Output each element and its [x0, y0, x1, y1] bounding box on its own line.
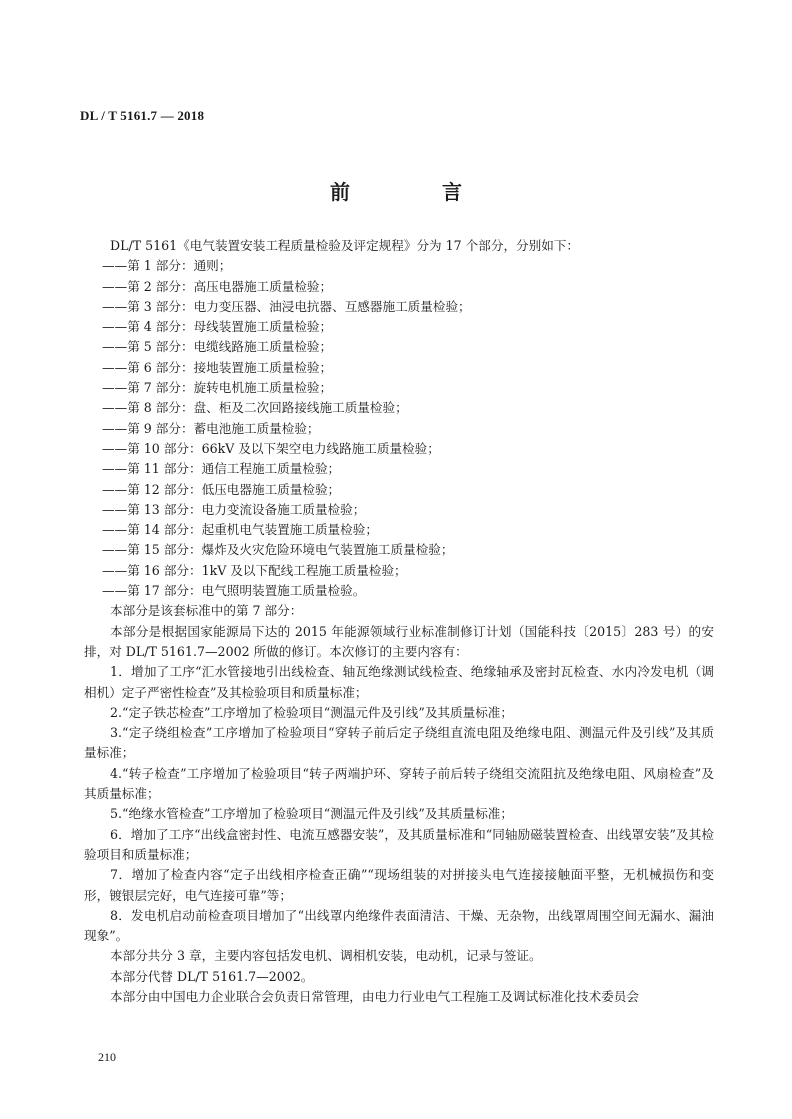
list-item: 7．增加了检查内容“定子出线相序检查正确”“现场组装的对拼接头电气连接接触面平整，无机械损伤和变形，镀银层完好，电气连接可靠”等； — [84, 867, 714, 903]
list-item: 4.“转子检查”工序增加了检验项目“转子两端护环、穿转子前后转子绕组交流阻抗及绝缘电阻、风扇检查”及其质量标准； — [84, 765, 714, 802]
page-title: 前 言 — [330, 180, 498, 204]
document-code: DL / T 5161.7 — 2018 — [80, 108, 205, 123]
parts-list — [84, 256, 714, 601]
list-item: ——第 16 部分：1kV 及以下配线工程施工质量检验； — [102, 562, 407, 578]
list-item: 8．发电机启动前检查项目增加了“出线罩内绝缘件表面清洁、干燥、无杂物，出线罩周围空间无漏水、漏油现象”。 — [84, 907, 714, 944]
list-item: ——第 14 部分：起重机电气装置施工质量检验； — [102, 522, 378, 538]
list-item: ——第 3 部分：电力变压器、油浸电抗器、互感器施工质量检验； — [102, 298, 471, 314]
list-item: 3.“定子绕组检查”工序增加了检验项目“穿转子前后定子绕组直流电阻及绝缘电阻、测温元件及引线”及其质量标准； — [84, 725, 714, 761]
management-paragraph: 本部分由中国电力企业联合会负责日常管理，由电力行业电气工程施工及调试标准化技术委员会 — [110, 988, 639, 1004]
list-item: ——第 10 部分：66kV 及以下架空电力线路施工质量检验； — [102, 440, 440, 456]
list-item: ——第 7 部分：旋转电机施工质量检验； — [102, 380, 333, 396]
list-item: ——第 1 部分：通则； — [102, 258, 232, 274]
list-item: 1．增加了工序“汇水管接地引出线检查、轴瓦绝缘测试线检查、绝缘轴承及密封瓦检查、水内冷发电机（调相机）定子严密性检查”及其检验项目和质量标准； — [84, 664, 714, 700]
list-item: ——第 15 部分：爆炸及火灾危险环境电气装置施工质量检验； — [102, 542, 454, 558]
list-item: 6．增加了工序“出线盒密封性、电流互感器安装”，及其质量标准和“同轴励磁装置检查、出线罩安装”及其检验项目和质量标准； — [84, 826, 714, 862]
chapters-paragraph: 本部分共分 3 章，主要内容包括发电机、调相机安装，电动机，记录与签证。 — [110, 948, 542, 964]
list-item: 2.“定子铁芯检查”工序增加了检验项目“测温元件及引线”及其质量标准； — [110, 704, 513, 720]
replaces-paragraph: 本部分代替 DL/T 5161.7—2002。 — [110, 968, 314, 984]
list-item: ——第 8 部分：盘、柜及二次回路接线施工质量检验； — [102, 400, 408, 416]
list-item: ——第 9 部分：蓄电池施工质量检验； — [102, 420, 320, 436]
intro-paragraph: DL/T 5161《电气装置安装工程质量检验及评定规程》分为 17 个部分，分别如下： — [110, 238, 580, 253]
list-item: 5.“绝缘水管检查”工序增加了检验项目“测温元件及引线”及其质量标准； — [110, 806, 513, 822]
revision-paragraph: 本部分是根据国家能源局下达的 2015 年能源领域行业标准制修订计划（国能科技〔2015〕283 号）的安排，对 DL/T 5161.7—2002 所做的修订。本次修订的主要内容有： — [84, 623, 714, 659]
page-number: 210 — [98, 1050, 116, 1064]
list-item: ——第 5 部分：电缆线路施工质量检验； — [102, 339, 333, 355]
list-item: ——第 6 部分：接地装置施工质量检验； — [102, 359, 333, 375]
list-item: ——第 4 部分：母线装置施工质量检验； — [102, 319, 333, 335]
list-item: ——第 12 部分：低压电器施工质量检验； — [102, 481, 341, 497]
list-item: ——第 11 部分：通信工程施工质量检验； — [102, 461, 341, 477]
foreword-body — [84, 236, 714, 1007]
statement-paragraph: 本部分是该套标准中的第 7 部分： — [110, 603, 303, 619]
changes-list — [84, 662, 714, 946]
list-item: ——第 13 部分：电力变流设备施工质量检验； — [102, 501, 366, 517]
list-item: ——第 2 部分：高压电器施工质量检验； — [102, 278, 333, 294]
list-item: ——第 17 部分：电气照明装置施工质量检验。 — [102, 583, 366, 599]
